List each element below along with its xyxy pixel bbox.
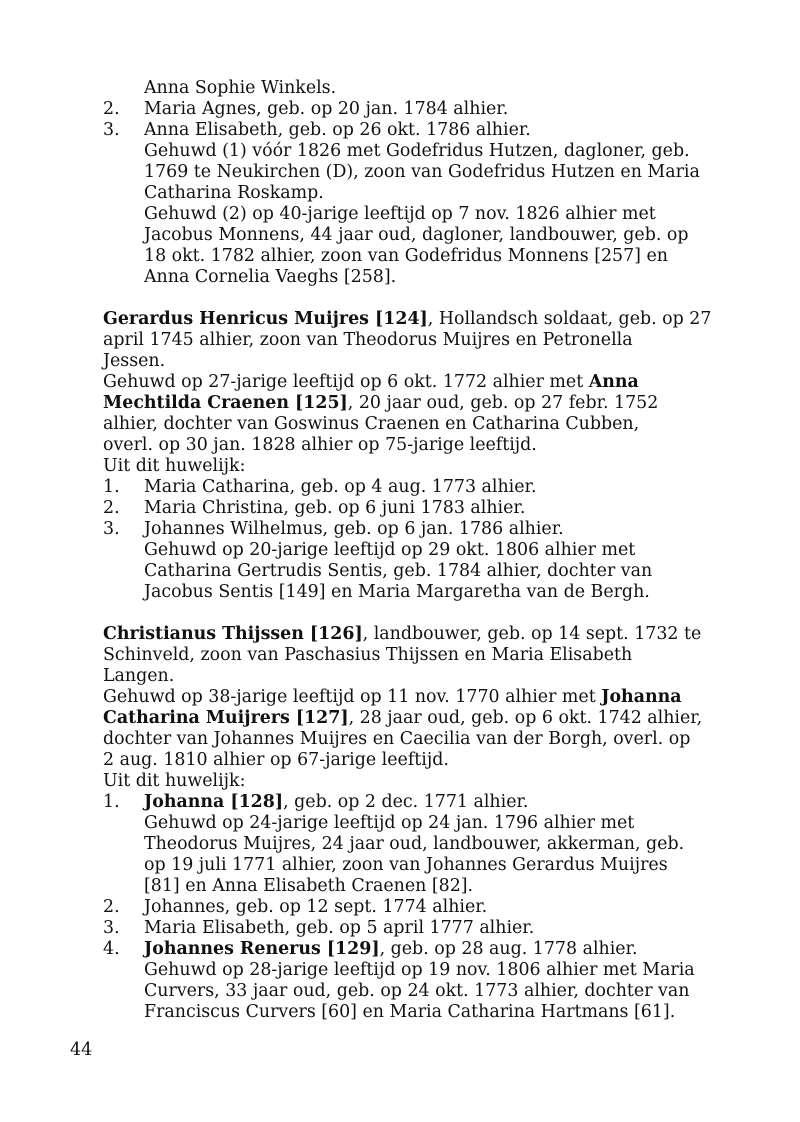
item-text: Maria Elisabeth, geb. op 5 april 1777 alhier. — [144, 918, 535, 938]
text-line — [103, 393, 713, 414]
text-line: alhier, dochter van Goswinus Craenen en Catharina Cubben, — [103, 414, 640, 434]
text-span: , 20 jaar oud, geb. op 27 febr. 1752 — [347, 393, 659, 413]
text-line: Gehuwd op 24-jarige leeftijd op 24 jan. 1796 alhier met — [144, 813, 635, 833]
text-line: Uit dit huwelijk: — [103, 771, 246, 791]
genealogy-entry — [103, 624, 713, 1023]
item-number: 1. — [103, 477, 120, 497]
item-number: 2. — [103, 498, 120, 518]
text-line: dochter van Johannes Muijres en Caecilia van der Borgh, overl. op — [103, 729, 691, 749]
text-line: Langen. — [103, 666, 175, 686]
document-page — [103, 78, 713, 1023]
text-line: overl. op 30 jan. 1828 alhier op 75-jarige leeftijd. — [103, 435, 537, 455]
item-text — [144, 792, 713, 813]
text-line: [81] en Anna Elisabeth Craenen [82]. — [144, 876, 474, 896]
text-line: Jacobus Monnens, 44 jaar oud, dagloner, landbouwer, geb. op — [144, 225, 689, 245]
text-line: april 1745 alhier, zoon van Theodorus Muijres en Petronella — [103, 330, 633, 350]
item-number: 3. — [103, 120, 120, 140]
text-span: , 28 jaar oud, geb. op 6 okt. 1742 alhier, — [348, 708, 703, 728]
text-line: Jacobus Sentis [149] en Maria Margaretha van de Bergh. — [144, 582, 650, 602]
text-span: Gehuwd op 27-jarige leeftijd op 6 okt. 1772 alhier met — [103, 372, 589, 392]
person-name: Christianus Thijssen [126] — [103, 624, 363, 644]
text-span: Gehuwd op 38-jarige leeftijd op 11 nov. 1770 alhier met — [103, 687, 602, 707]
text-line: Franciscus Curvers [60] en Maria Catharina Hartmans [61]. — [144, 1002, 676, 1022]
text-line — [103, 687, 713, 708]
list-item — [103, 120, 713, 141]
text-line: Catharina Gertrudis Sentis, geb. 1784 alhier, dochter van — [144, 561, 653, 581]
item-number: 3. — [103, 918, 120, 938]
text-line: Gehuwd op 20-jarige leeftijd op 29 okt. 1806 alhier met — [144, 540, 636, 560]
genealogy-entry — [103, 309, 713, 603]
text-line: Gehuwd (2) op 40-jarige leeftijd op 7 nov. 1826 alhier met — [144, 204, 656, 224]
text-span: , Hollandsch soldaat, geb. op 27 — [427, 309, 712, 329]
item-text: Maria Agnes, geb. op 20 jan. 1784 alhier. — [144, 99, 509, 119]
text-span: , geb. op 2 dec. 1771 alhier. — [283, 792, 529, 812]
list-item — [103, 519, 713, 540]
text-line — [103, 624, 713, 645]
item-text: Johannes, geb. op 12 sept. 1774 alhier. — [144, 897, 488, 917]
list-item — [103, 897, 713, 918]
text-line: Anna Cornelia Vaeghs [258]. — [144, 267, 397, 287]
child-name: Johannes Renerus [129] — [144, 939, 380, 959]
list-item — [103, 498, 713, 519]
list-item — [103, 792, 713, 813]
item-number: 4. — [103, 939, 120, 959]
list-item — [103, 918, 713, 939]
item-text: Maria Christina, geb. op 6 juni 1783 alhier. — [144, 498, 526, 518]
list-item — [103, 477, 713, 498]
list-item — [103, 99, 713, 120]
item-text: Maria Catharina, geb. op 4 aug. 1773 alhier. — [144, 477, 537, 497]
spouse-name: Catharina Muijrers [127] — [103, 708, 349, 728]
text-line: Schinveld, zoon van Paschasius Thijssen en Maria Elisabeth — [103, 645, 633, 665]
person-name: Gerardus Henricus Muijres [124] — [103, 309, 428, 329]
text-line: Uit dit huwelijk: — [103, 456, 246, 476]
spouse-name: Mechtilda Craenen [125] — [103, 393, 348, 413]
text-line — [103, 309, 713, 330]
text-line: Curvers, 33 jaar oud, geb. op 24 okt. 1773 alhier, dochter van — [144, 981, 690, 1001]
item-text: Anna Elisabeth, geb. op 26 okt. 1786 alhier. — [144, 120, 531, 140]
text-line: 2 aug. 1810 alhier op 67-jarige leeftijd. — [103, 750, 449, 770]
text-line — [103, 708, 713, 729]
spouse-name: Johanna — [601, 687, 682, 707]
item-text — [144, 939, 713, 960]
list-item — [103, 939, 713, 960]
text-line: Gehuwd op 28-jarige leeftijd op 19 nov. 1806 alhier met Maria — [144, 960, 695, 980]
continued-entry — [103, 78, 713, 288]
text-line: Anna Sophie Winkels. — [144, 78, 337, 98]
text-line: Theodorus Muijres, 24 jaar oud, landbouwer, akkerman, geb. — [144, 834, 685, 854]
item-number: 2. — [103, 897, 120, 917]
text-line: 1769 te Neukirchen (D), zoon van Godefridus Hutzen en Maria — [144, 162, 700, 182]
text-line: 18 okt. 1782 alhier, zoon van Godefridus Monnens [257] en — [144, 246, 668, 266]
text-line: Catharina Roskamp. — [144, 183, 324, 203]
spouse-name: Anna — [588, 372, 639, 392]
item-number: 1. — [103, 792, 120, 812]
text-span: , landbouwer, geb. op 14 sept. 1732 te — [362, 624, 702, 644]
child-name: Johanna [128] — [144, 792, 284, 812]
text-line — [103, 372, 713, 393]
item-number: 2. — [103, 99, 120, 119]
text-line: Gehuwd (1) vóór 1826 met Godefridus Hutzen, dagloner, geb. — [144, 141, 690, 161]
text-line: Jessen. — [103, 351, 166, 371]
page-number: 44 — [70, 1040, 93, 1060]
item-text: Johannes Wilhelmus, geb. op 6 jan. 1786 alhier. — [144, 519, 564, 539]
item-number: 3. — [103, 519, 120, 539]
text-span: , geb. op 28 aug. 1778 alhier. — [379, 939, 638, 959]
text-line: op 19 juli 1771 alhier, zoon van Johannes Gerardus Muijres — [144, 855, 668, 875]
